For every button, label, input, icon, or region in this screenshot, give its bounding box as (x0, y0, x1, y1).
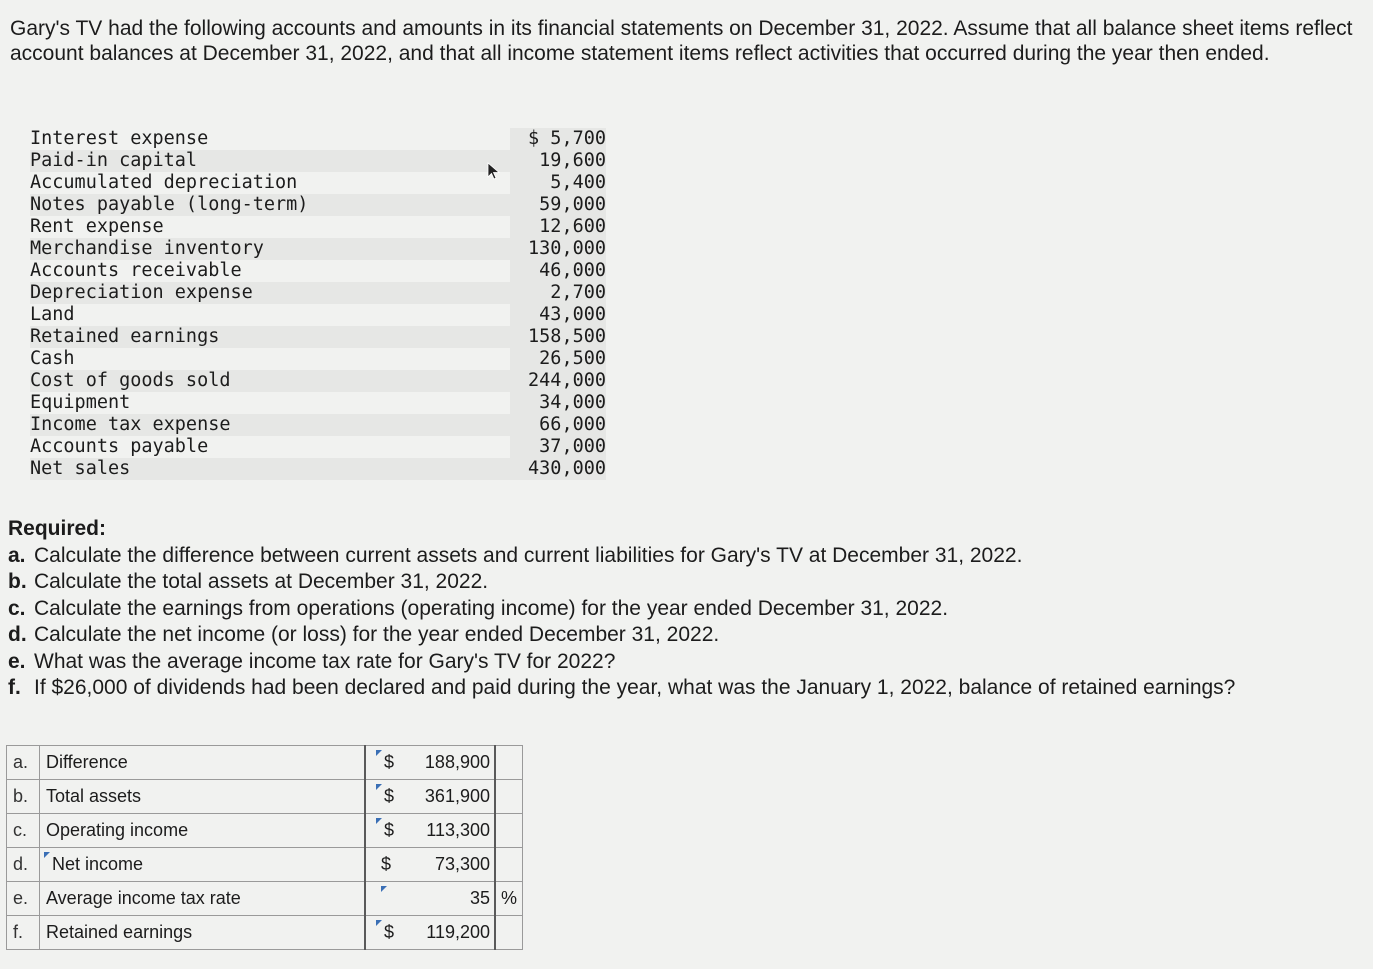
answer-letter: a. (7, 746, 40, 780)
currency-symbol: $ (365, 780, 406, 814)
required-item (8, 596, 1368, 623)
answer-label: Average income tax rate (40, 882, 366, 916)
account-name: Depreciation expense (30, 282, 510, 304)
account-amount: 26,500 (510, 348, 606, 370)
answer-unit (495, 814, 523, 848)
account-row (30, 216, 606, 238)
currency-symbol: $ (365, 746, 406, 780)
answer-table (6, 745, 523, 950)
flag-icon (381, 886, 387, 892)
difference-input[interactable]: 188,900 (406, 746, 495, 780)
account-amount: 12,600 (510, 216, 606, 238)
account-amount: 43,000 (510, 304, 606, 326)
required-item-letter: a. (8, 543, 26, 567)
retained-earnings-input[interactable]: 119,200 (406, 916, 495, 950)
account-name: Accounts receivable (30, 260, 242, 281)
flag-icon (376, 750, 382, 756)
accounts-list (30, 128, 606, 480)
account-amount: 5,400 (510, 172, 606, 194)
required-item (8, 569, 1368, 596)
answer-row-tax-rate (7, 882, 523, 916)
account-row (30, 304, 606, 326)
account-amount: 66,000 (510, 414, 606, 436)
required-item-letter: c. (8, 596, 26, 620)
answer-letter: e. (7, 882, 40, 916)
answer-row-difference (7, 746, 523, 780)
answer-label: Operating income (40, 814, 366, 848)
net-income-input[interactable]: 73,300 (406, 848, 495, 882)
account-name: Paid-in capital (30, 150, 510, 172)
currency-symbol: $ (365, 916, 406, 950)
mouse-cursor-icon (487, 162, 501, 180)
account-amount: 59,000 (510, 194, 606, 216)
account-name: Accumulated depreciation (30, 172, 298, 193)
required-item (8, 675, 1368, 702)
account-row (30, 326, 606, 348)
answer-row-net-income (7, 848, 523, 882)
account-amount: 430,000 (510, 458, 606, 480)
required-item-letter: d. (8, 623, 27, 646)
answer-letter: b. (7, 780, 40, 814)
account-name: Accounts payable (30, 436, 209, 457)
answer-row-total-assets (7, 780, 523, 814)
currency-symbol: $ (365, 814, 406, 848)
account-row (30, 128, 606, 150)
answer-unit (495, 916, 523, 950)
account-amount: 46,000 (510, 260, 606, 282)
account-row (30, 282, 606, 304)
answer-label: Net income (40, 848, 366, 882)
account-row (30, 150, 606, 172)
required-item (8, 649, 1368, 676)
answer-label: Retained earnings (40, 916, 366, 950)
answer-row-operating-income (7, 814, 523, 848)
account-name: Interest expense (30, 128, 209, 149)
account-amount: 37,000 (510, 436, 606, 458)
required-item-letter: e. (8, 649, 26, 673)
account-amount: 244,000 (510, 370, 606, 392)
account-name: Retained earnings (30, 326, 510, 348)
currency-symbol: $ (365, 848, 406, 882)
required-heading: Required: (8, 517, 107, 540)
account-name: Cost of goods sold (30, 370, 510, 392)
account-row (30, 194, 606, 216)
account-name: Cash (30, 348, 75, 369)
required-item-text: Calculate the earnings from operations (operating income) for the year ended December 31, 2022. (34, 596, 949, 620)
account-row (30, 414, 606, 436)
answer-unit (495, 746, 523, 780)
account-amount: $ 5,700 (510, 128, 606, 150)
account-row (30, 260, 606, 282)
answer-label: Difference (40, 746, 366, 780)
account-amount: 130,000 (510, 238, 606, 260)
answer-label: Total assets (40, 780, 366, 814)
required-item-text: Calculate the difference between current assets and current liabilities for Gary's TV at December 31, 2022. (34, 543, 1023, 567)
required-item (8, 543, 1368, 570)
account-row (30, 238, 606, 260)
account-name: Income tax expense (30, 414, 510, 436)
account-row (30, 436, 606, 458)
currency-symbol (365, 882, 406, 916)
account-row (30, 348, 606, 370)
operating-income-input[interactable]: 113,300 (406, 814, 495, 848)
percent-unit: % (495, 882, 523, 916)
account-row (30, 172, 606, 194)
required-item-text: Calculate the net income (or loss) for the year ended December 31, 2022. (34, 623, 720, 646)
answer-letter: d. (7, 848, 40, 882)
account-name: Merchandise inventory (30, 238, 510, 260)
account-name: Net sales (30, 458, 510, 480)
flag-icon (376, 920, 382, 926)
total-assets-input[interactable]: 361,900 (406, 780, 495, 814)
required-item-letter: b. (8, 570, 27, 593)
required-item-text: Calculate the total assets at December 31, 2022. (34, 570, 489, 593)
flag-icon (376, 818, 382, 824)
account-amount: 34,000 (510, 392, 606, 414)
account-row (30, 458, 606, 480)
account-amount: 158,500 (510, 326, 606, 348)
answer-letter: f. (7, 916, 40, 950)
answer-row-retained-earnings (7, 916, 523, 950)
flag-icon (44, 852, 50, 858)
answer-unit (495, 780, 523, 814)
intro-paragraph: Gary's TV had the following accounts and amounts in its financial statements on December 31, 2022. Assume that all balance sheet items reflect account balances at December 31, 2022, and that all income statement items reflect activities that occurred during the year then ended. (10, 17, 1353, 65)
answer-letter: c. (7, 814, 40, 848)
account-row (30, 392, 606, 414)
account-amount: 2,700 (510, 282, 606, 304)
account-name: Land (30, 304, 75, 325)
required-section (8, 516, 1368, 702)
tax-rate-input[interactable]: 35 (406, 882, 495, 916)
required-item-text: What was the average income tax rate for Gary's TV for 2022? (34, 649, 616, 673)
account-amount: 19,600 (510, 150, 606, 172)
account-name: Notes payable (long-term) (30, 194, 510, 216)
account-row (30, 370, 606, 392)
account-name: Rent expense (30, 216, 164, 237)
account-name: Equipment (30, 392, 131, 413)
required-item (8, 622, 1368, 649)
flag-icon (376, 784, 382, 790)
answer-unit (495, 848, 523, 882)
required-item-letter: f. (8, 676, 21, 699)
required-item-text: If $26,000 of dividends had been declared and paid during the year, what was the January 1, 2022, balance of retained earnings? (34, 676, 1236, 699)
